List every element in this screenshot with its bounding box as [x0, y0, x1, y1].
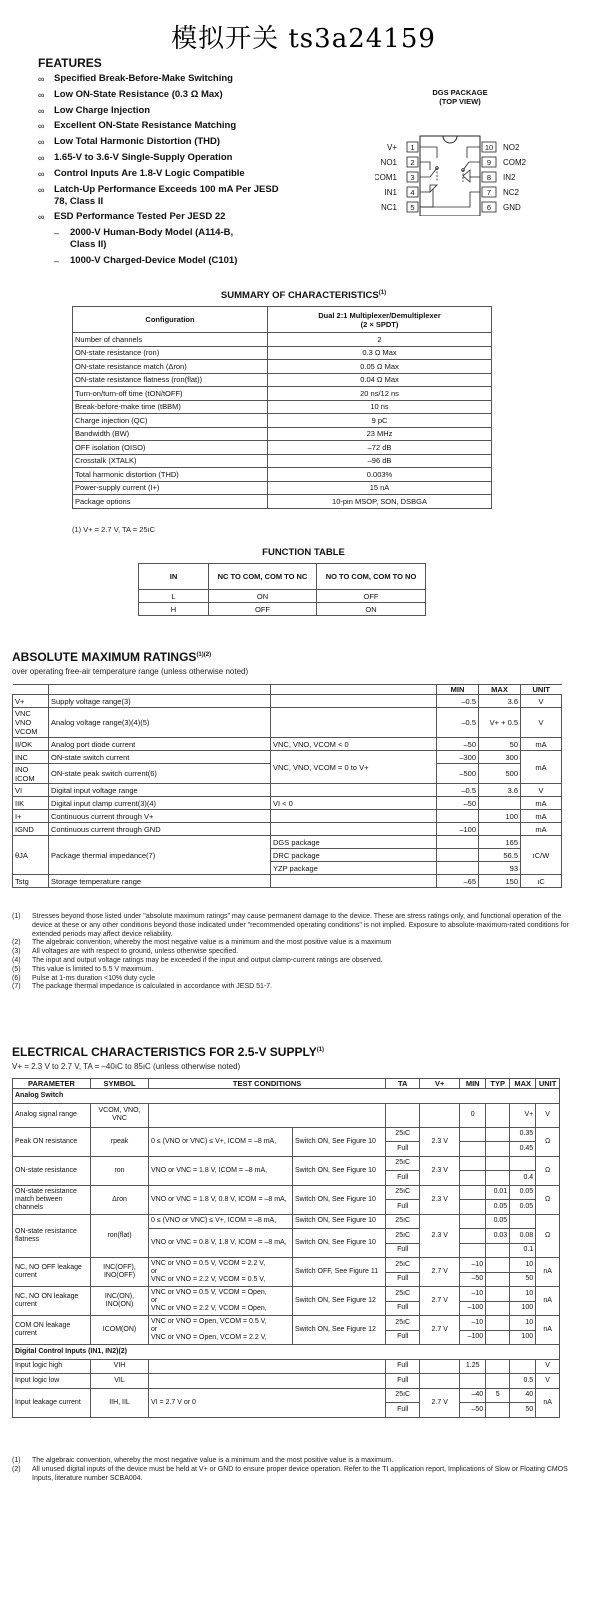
table-row: Number of channels 2: [73, 333, 492, 347]
table-row: INO ICOM ON-state peak switch current(6) –500 500: [13, 764, 562, 784]
table-row: Break-before-make time (tBBM) 10 ns: [73, 400, 492, 414]
table-row: OFF isolation (OISO) –72 dB: [73, 441, 492, 455]
table-row: IGND Continuous current through GND –100 mA: [13, 823, 562, 836]
pin-number: 10: [484, 143, 494, 152]
footnote: (7) The package thermal impedance is calculated in accordance with JESD 51-7.: [12, 983, 273, 991]
table-row: Crosstalk (XTALK) –96 dB: [73, 454, 492, 468]
pin-label: GND: [503, 203, 521, 212]
table-header-row: [73, 307, 492, 333]
table-row: Power-supply current (I+) 15 nA: [73, 481, 492, 495]
footnote: (1) The algebraic convention, whereby the most negative value is a minimum and the most positive value is a maximum.: [12, 1457, 394, 1464]
table-row: I+ Continuous current through V+ 100 mA: [13, 810, 562, 823]
amr-heading: ABSOLUTE MAXIMUM $RATINGS^{(1)(2)}$: [12, 650, 212, 664]
table-row: NC, NO OFF leakage current INC(OFF), INO(OFF) VNC or VNO = 0.5 V, VCOM = 2.2 V, or VNC or VNO = 2.2 V, VCOM = 0.5 V, Switch OFF, See Figure 11 25ıC 2.7 V –10 10 nA: [13, 1258, 560, 1273]
table-row: Full –100 100: [13, 1301, 560, 1316]
table-row: Bandwidth (BW) 23 MHz: [73, 427, 492, 441]
table-row: Input leakage current IIH, IIL VI = 2.7 V or 0 25ıC 2.7 V –40 5 40 nA: [13, 1388, 560, 1403]
footnote: (4) The input and output voltage ratings may be exceeded if the input and output clamp-current ratings are observed.: [12, 956, 383, 964]
table-row: IIK Digital input clamp current(3)(4) VI < 0 –50 mA: [13, 797, 562, 810]
features-list: [38, 73, 358, 271]
function-table-heading: FUNCTION TABLE: [262, 547, 345, 558]
table-row: Full 0.4: [13, 1171, 560, 1186]
pin-label: NO1: [380, 158, 397, 167]
pin-label: V+: [386, 143, 397, 152]
table-row: YZP package 93: [13, 862, 562, 875]
footnote: (5) This value is limited to 5.5 V maximum.: [12, 965, 154, 973]
feature-item: ∞ Excellent ON-State Resistance Matching: [38, 120, 237, 132]
ec-notes: [12, 1457, 572, 1483]
amr-table: [12, 684, 562, 888]
ec-table: [12, 1078, 560, 1418]
pin-label: NC2: [503, 188, 520, 197]
pin-label: NO2: [503, 143, 520, 152]
table-row: Total harmonic distortion (THD) 0.003%: [73, 468, 492, 482]
amr-notes: [12, 913, 572, 992]
table-row: ON-state resistance match (Δron) 0.05 Ω Max: [73, 360, 492, 374]
table-header-row: [139, 564, 426, 590]
table-row: VNO or VNC = 0.8 V, 1.8 V, ICOM = –8 mA, Switch ON, See Figure 10 25ıC 0.03 0.08: [13, 1229, 560, 1244]
summary-footnote: (1) V+ = 2.7 V, TA = 25ıC: [72, 525, 156, 534]
pin-number: 6: [486, 203, 492, 212]
table-row: H OFF ON: [139, 603, 426, 616]
table-row: Input logic high VIH Full 1.25 V: [13, 1359, 560, 1374]
table-row: L ON OFF: [139, 590, 426, 603]
feature-item: ∞ Low Total Harmonic Distortion (THD): [38, 136, 221, 148]
summary-table: [72, 306, 492, 509]
features-heading: FEATURES: [38, 56, 102, 70]
table-header: MIN: [437, 685, 479, 695]
table-header-row: PARAMETER SYMBOL TEST CONDITIONS TA V+ MIN TYP MAX UNIT: [13, 1079, 560, 1089]
table-header: Dual 2:1 Multiplexer/Demultiplexer (2 × SPDT): [268, 307, 492, 333]
table-row: Full 0.1: [13, 1243, 560, 1258]
pin-number: 3: [410, 173, 415, 182]
table-row: ON-state resistance flatness ron(flat) 0 ≤ (VNO or VNC) ≤ V+, ICOM = –8 mA, Switch ON, See Figure 10 25ıC 2.3 V 0.05 Ω: [13, 1214, 560, 1229]
package-pinout-svg: [375, 106, 555, 216]
package-title: DGS PACKAGE (TOP VIEW): [432, 88, 488, 106]
footnote: (1) Stresses beyond those listed under "absolute maximum ratings" may cause permanent damage to the device. These are stress ratings only, and functional operation of the device at these or any other conditions beyond those indicated under "recommended operating conditions" is not implied. Exposure to absolute-maximum-rated conditions for extended periods may affect device reliability.: [12, 913, 569, 938]
pin-number: 9: [486, 158, 492, 167]
table-row: VNC VNO VCOM Analog voltage range(3)(4)(5) –0.5 V+ + 0.5 V: [13, 708, 562, 738]
pin-number: 5: [410, 203, 415, 212]
table-row: VI Digital input voltage range –0.5 3.6 V: [13, 784, 562, 797]
pin-number: 2: [410, 158, 415, 167]
table-row: ON-state resistance flatness (ron(flat)) 0.04 Ω Max: [73, 373, 492, 387]
table-row: Full –50 50: [13, 1403, 560, 1418]
table-row: INC ON-state switch current VNC, VNO, VCOM = 0 to V+ –300 300 mA: [13, 751, 562, 764]
table-row: V+ Supply voltage range(3) –0.5 3.6 V: [13, 695, 562, 708]
table-row: Turn-on/turn-off time (tON/tOFF) 20 ns/12 ns: [73, 387, 492, 401]
footnote: (2) The algebraic convention, whereby the most negative value is a minimum and the most positive value is a maximum: [12, 939, 392, 947]
table-row: Full 0.05 0.05: [13, 1200, 560, 1215]
pin-number: 7: [486, 188, 492, 197]
feature-item: ∞ Specified Break-Before-Make Switching: [38, 73, 233, 84]
table-row: Input logic low VIL Full 0.5 V: [13, 1374, 560, 1389]
ec-subtitle: V+ = 2.3 V to 2.7 V, TA = –40ıC to 85ıC (unless otherwise noted): [12, 1062, 241, 1071]
feature-sub-item: – 1000-V Charged-Device Model (C101): [54, 254, 238, 266]
page-title: 模拟开关 ts3a24159: [171, 24, 436, 54]
ec-heading: ELECTRICAL CHARACTERISTICS FOR 2.5-V SUPPLY$^{(1)}$: [12, 1045, 325, 1059]
table-row: ON-state resistance match between channels Δron VNO or VNC = 1.8 V, 0.8 V, ICOM = –8 mA, Switch ON, See Figure 10 25ıC 2.3 V 0.01 0.05 Ω: [13, 1185, 560, 1200]
table-header: NC TO COM, COM TO NC: [209, 564, 317, 590]
table-header-row: [13, 685, 562, 695]
table-row: ON-state resistance (ron) 0.3 Ω Max: [73, 346, 492, 360]
pin-label: COM2: [503, 158, 527, 167]
table-row: COM ON leakage current ICOM(ON) VNC or VNO = Open, VCOM = 0.5 V, or VNC or VNO = Open, VCOM = 2.2 V, Switch ON, See Figure 12 25ıC 2.7 V –10 10 nA: [13, 1316, 560, 1331]
table-row: Tstg Storage temperature range –65 150 ıC: [13, 875, 562, 888]
table-header: MAX: [479, 685, 521, 695]
table-row: Full –100 100: [13, 1330, 560, 1345]
function-table: [138, 563, 426, 616]
pin-label: IN2: [503, 173, 516, 182]
package-diagram: [375, 88, 555, 221]
footnote: (6) Pulse at 1-ms duration <10% duty cycle: [12, 974, 156, 982]
summary-heading: SUMMARY OF CHARACTERISTICS$^{(1)}$: [220, 290, 387, 302]
pin-number: 4: [410, 188, 415, 197]
amr-subtitle: over operating free-air temperature range (unless otherwise noted): [12, 667, 249, 676]
feature-sub-item: – 2000-V Human-Body Model (A114-B, Class II): [54, 227, 234, 251]
feature-item: ∞ ESD Performance Tested Per JESD 22: [38, 211, 226, 223]
feature-item: ∞ Control Inputs Are 1.8-V Logic Compatible: [38, 167, 245, 179]
table-group-row: Analog Switch: [13, 1089, 560, 1104]
table-row: ON-state resistance ron VNO or VNC = 1.8 V, ICOM = –8 mA, Switch ON, See Figure 10 25ıC 2.3 V Ω: [13, 1156, 560, 1171]
footnote: (2) All unused digital inputs of the device must be held at V+ or GND to ensure proper device operation. Refer to the TI application report, Implications of Slow or Floating CMOS Inputs, literature number SCBA004.: [12, 1465, 568, 1482]
feature-item: ∞ 1.65-V to 3.6-V Single-Supply Operation: [38, 151, 233, 163]
table-row: II/OK Analog port diode current VNC, VNO, VCOM < 0 –50 50 mA: [13, 738, 562, 751]
table-row: Analog signal range VCOM, VNO, VNC 0 V+ V: [13, 1103, 560, 1127]
feature-item: ∞ Latch-Up Performance Exceeds 100 mA Per JESD 78, Class II: [38, 183, 279, 207]
pin-number: 8: [486, 173, 492, 182]
pin-label: NC1: [380, 203, 397, 212]
table-row: Peak ON resistance rpeak 0 ≤ (VNO or VNC) ≤ V+, ICOM = –8 mA, Switch ON, See Figure 10 25ıC 2.3 V 0.35 Ω: [13, 1127, 560, 1142]
feature-item: ∞ Low ON-State Resistance (0.3 Ω Max): [38, 88, 223, 100]
pin-number: 1: [410, 143, 415, 152]
pin-label: COM1: [375, 173, 397, 182]
table-header: Configuration: [73, 307, 268, 333]
table-header: NO TO COM, COM TO NO: [317, 564, 426, 590]
table-row: Full 0.45: [13, 1142, 560, 1157]
table-row: Package options 10-pin MSOP, SON, DSBGA: [73, 495, 492, 509]
table-row: NC, NO ON leakage current INC(ON), INO(ON) VNC or VNO = 0.5 V, VCOM = Open, or VNC or VNO = 2.2 V, VCOM = Open, Switch ON, See Figure 12 25ıC 2.7 V –10 10 nA: [13, 1287, 560, 1302]
table-row: DRC package 56.5: [13, 849, 562, 862]
table-row: θJA Package thermal impedance(7) DGS package 165 ıC/W: [13, 836, 562, 849]
feature-item: ∞ Low Charge Injection: [38, 104, 151, 116]
table-row: Full –50 50: [13, 1272, 560, 1287]
table-group-row: Digital Control Inputs (IN1, IN2)(2): [13, 1345, 560, 1360]
table-header: UNIT: [521, 685, 562, 695]
table-row: Charge injection (QC) 9 pC: [73, 414, 492, 428]
pin-label: IN1: [384, 188, 397, 197]
footnote: (3) All voltages are with respect to ground, unless otherwise specified.: [12, 948, 239, 956]
table-header: IN: [139, 564, 209, 590]
